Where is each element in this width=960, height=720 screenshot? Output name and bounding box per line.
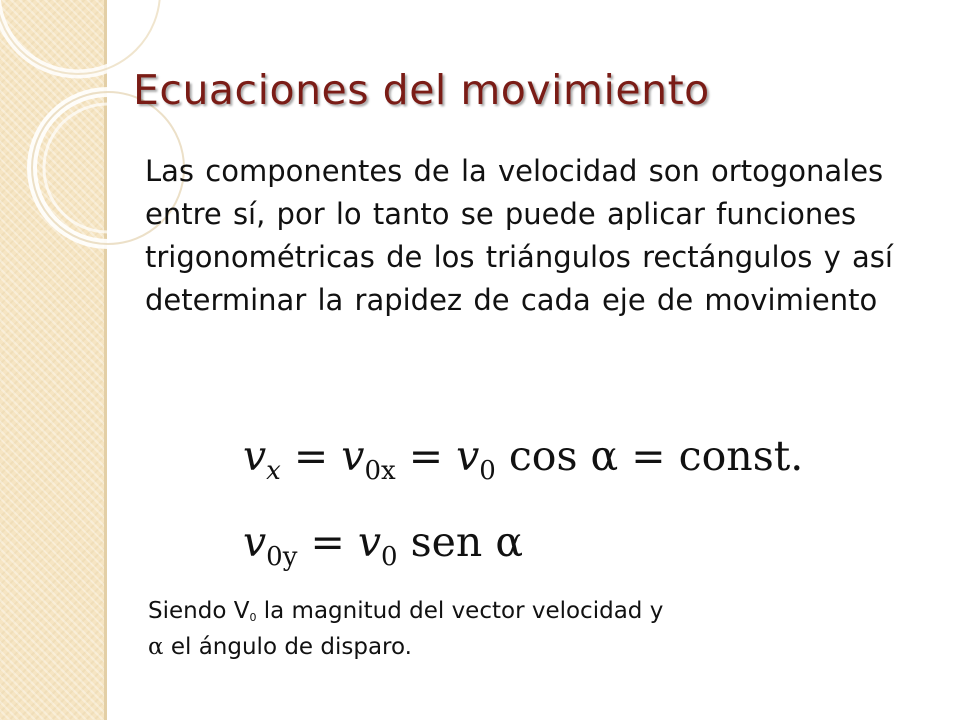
eq2-var-v0: v [357, 518, 381, 566]
equation-vertical-velocity [243, 518, 524, 572]
eq2-sub-0y: 0y [266, 542, 298, 572]
eq2-var-v: v [243, 518, 267, 566]
note-sub-0: 0 [249, 611, 257, 624]
note-line2-end: el ángulo de disparo. [163, 634, 412, 660]
eq2-sub-0: 0 [381, 542, 398, 572]
note-line1-end: la magnitud del vector velocidad y [256, 598, 664, 624]
note-start: Siendo V [148, 598, 250, 624]
eq1-var-v: v [243, 432, 267, 480]
eq1-rest: cos α = const. [495, 432, 804, 480]
eq1-equals-2: = [395, 432, 457, 480]
eq1-equals-1: = [280, 432, 342, 480]
note-alpha: α [148, 634, 164, 660]
footnote [148, 593, 908, 665]
eq1-var-v0: v [341, 432, 365, 480]
slide-title: Ecuaciones del movimiento [133, 66, 710, 114]
eq2-rest: sen α [397, 518, 524, 566]
eq2-equals: = [297, 518, 358, 566]
equation-horizontal-velocity [243, 432, 804, 486]
eq1-sub-x: x [266, 456, 281, 486]
eq1-sub-0x: 0x [364, 456, 396, 486]
eq1-sub-0: 0 [479, 456, 496, 486]
eq1-var-v0b: v [456, 432, 480, 480]
body-paragraph: Las componentes de la velocidad son ortogonales entre sí, por lo tanto se puede aplicar funciones trigonométricas de los triángulos rectángulos y así determinar la rapidez de cada eje de movimiento [145, 154, 893, 317]
